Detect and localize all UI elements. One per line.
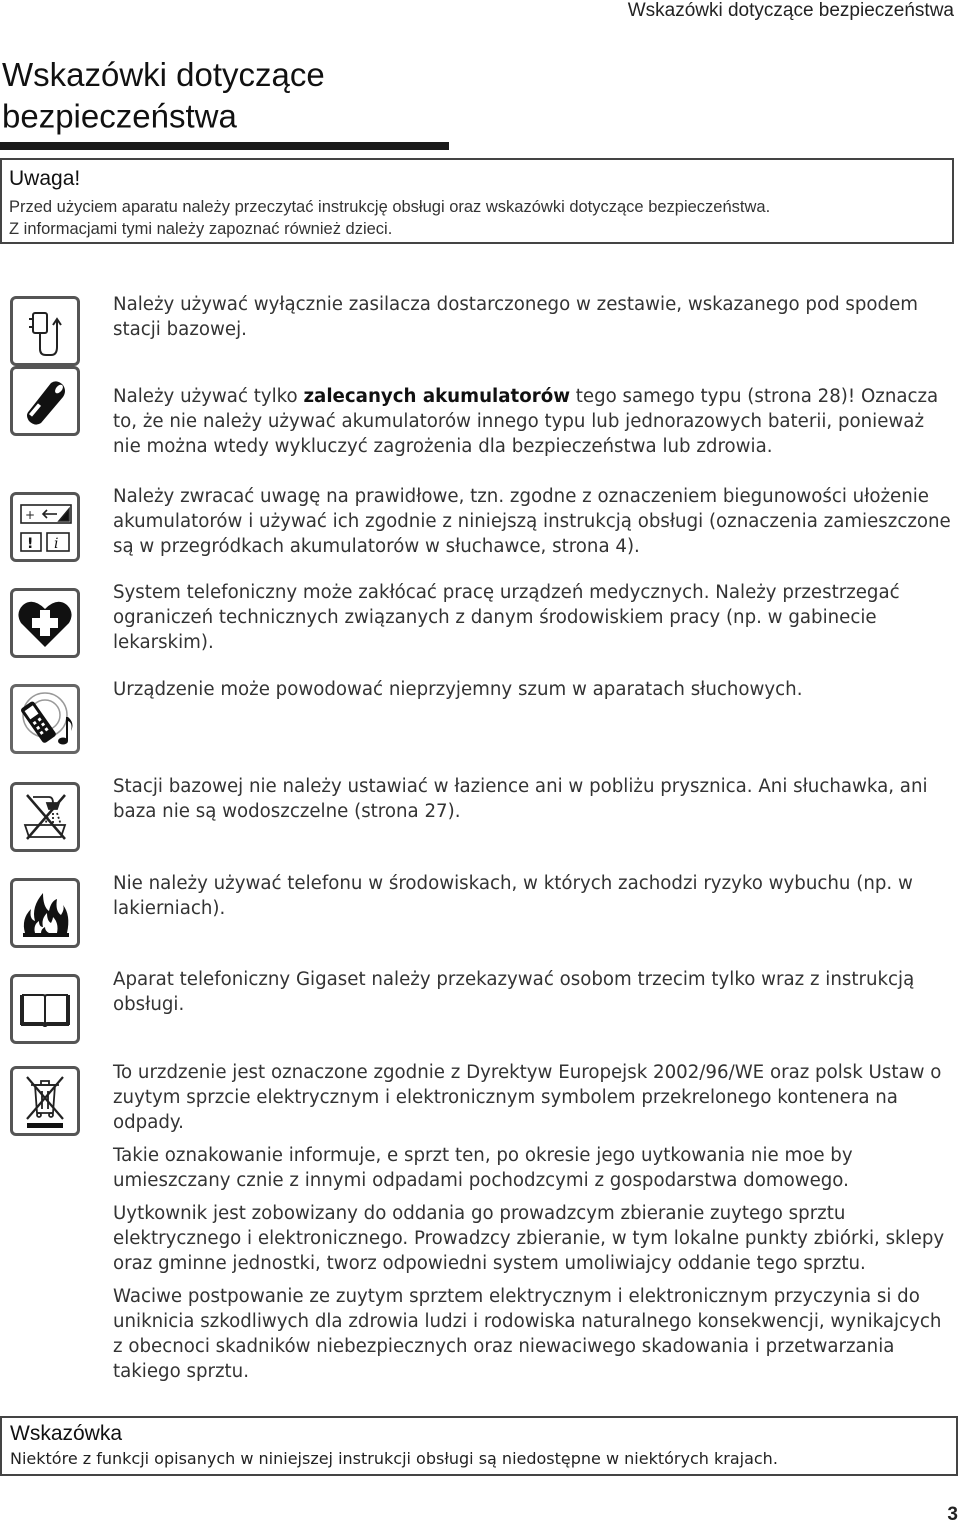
item-hearing-text: Urządzenie może powodować nieprzyjemny szum w aparatach słuchowych. xyxy=(113,679,803,700)
page-title-line1: Wskazówki dotyczące xyxy=(2,55,325,93)
item-weee-paragraph-4: Waciwe postpowanie ze zuytym sprztem elektrycznym i elektronicznym przyczynia si do uniknicia szkodliwych dla zdrowia ludzi i rodowiska naturalnego konsekwencji, wynikajcych z obecnoci skadników niebezpiecznych oraz niewaciwego skadowania i przetwarzania takiego sprztu. xyxy=(113,1286,942,1382)
running-header: Wskazówki dotyczące bezpieczeństwa xyxy=(627,0,954,21)
hearing-aid-icon xyxy=(10,684,80,754)
medical-heart-icon xyxy=(10,588,80,658)
note-line: Niektóre z funkcji opisanych w niniejszej instrukcji obsługi są niedostępne w niektórych krajach. xyxy=(10,1449,778,1468)
note-box xyxy=(0,1416,958,1476)
warning-line1: Przed użyciem aparatu należy przeczytać instrukcję obsługi oraz wskazówki dotyczące bezpieczeństwa. xyxy=(9,198,771,216)
warning-box xyxy=(0,158,954,244)
item-batteries-text-pre: Należy używać tylko xyxy=(113,386,304,407)
item-batteries-text xyxy=(113,384,955,459)
item-batteries-emphasis: zalecanych akumulatorów xyxy=(303,386,570,407)
note-heading: Wskazówka xyxy=(10,1422,123,1445)
manual-book-icon xyxy=(10,974,80,1044)
item-bathroom-text: Stacji bazowej nie należy ustawiać w łazience ani w pobliżu prysznica. Ani słuchawka, ani baza nie są wodoszczelne (strona 27). xyxy=(113,776,928,822)
page-title xyxy=(2,53,462,137)
item-power-supply-text: Należy używać wyłącznie zasilacza dostarczonego w zestawie, wskazanego pod spodem stacji bazowej. xyxy=(113,294,919,340)
item-explosion-text: Nie należy używać telefonu w środowiskach, w których zachodzi ryzyko wybuchu (np. w lakierniach). xyxy=(113,873,913,919)
page-number: 3 xyxy=(947,1504,958,1525)
battery-icon xyxy=(10,366,80,436)
warning-heading: Uwaga! xyxy=(9,167,81,190)
item-weee-paragraph-2: Takie oznakowanie informuje, e sprzt ten, po okresie jego uytkowania nie moe by umieszczany cznie z innymi odpadami pochodzcymi z gospodarstwa domowego. xyxy=(113,1145,853,1191)
title-rule xyxy=(0,142,449,150)
svg-text:!: ! xyxy=(27,536,34,552)
no-shower-icon xyxy=(10,782,80,852)
item-handover-text: Aparat telefoniczny Gigaset należy przekazywać osobom trzecim tylko wraz z instrukcją obsługi. xyxy=(113,969,915,1015)
warning-line2: Z informacjami tymi należy zapoznać również dzieci. xyxy=(9,220,393,238)
crossed-bin-icon xyxy=(10,1066,80,1136)
item-weee-text xyxy=(113,1060,955,1392)
item-medical-text: System telefoniczny może zakłócać pracę urządzeń medycznych. Należy przestrzegać ograniczeń technicznych związanych z danym środowiskiem pracy (np. w gabinecie lekarskim). xyxy=(113,582,900,653)
svg-text:i: i xyxy=(54,536,59,552)
polarity-warning-icon xyxy=(10,492,80,562)
power-plug-icon xyxy=(10,296,80,366)
page-title-line2: bezpieczeństwa xyxy=(2,97,237,135)
item-polarity-text: Należy zwracać uwagę na prawidłowe, tzn. zgodne z oznaczeniem biegunowości ułożenie akumulatorów i używać ich zgodnie z niniejszą instrukcją obsługi (oznaczenia zamieszczone są w przegródkach akumulatorów w słuchawce, strona 4). xyxy=(113,486,951,557)
svg-text:+: + xyxy=(25,508,36,522)
item-weee-paragraph-3: Uytkownik jest zobowizany do oddania go prowadzcym zbieranie zuytego sprztu elektrycznego i elektronicznego. Prowadzcy zbieranie, w tym lokalne punkty zbiórki, sklepy oraz gminne jednostki, tworz odpowiedni system umoliwiajcy oddanie tego sprztu. xyxy=(113,1203,945,1274)
item-weee-paragraph-1: To urzdzenie jest oznaczone zgodnie z Dyrektyw Europejsk 2002/96/WE oraz polsk Ustaw o zuytym sprzcie elektrycznym i elektronicznym symbolem przekrelonego kontenera na odpady. xyxy=(113,1062,942,1133)
item-batteries-text-post: tego samego typu (strona 28)! Oznacza to, że nie należy używać akumulatorów innego typu lub jednorazowych baterii, ponieważ nie można wtedy wykluczyć zagrożenia dla bezpieczeństwa lub zdrowia. xyxy=(113,386,939,457)
explosion-flame-icon xyxy=(10,878,80,948)
